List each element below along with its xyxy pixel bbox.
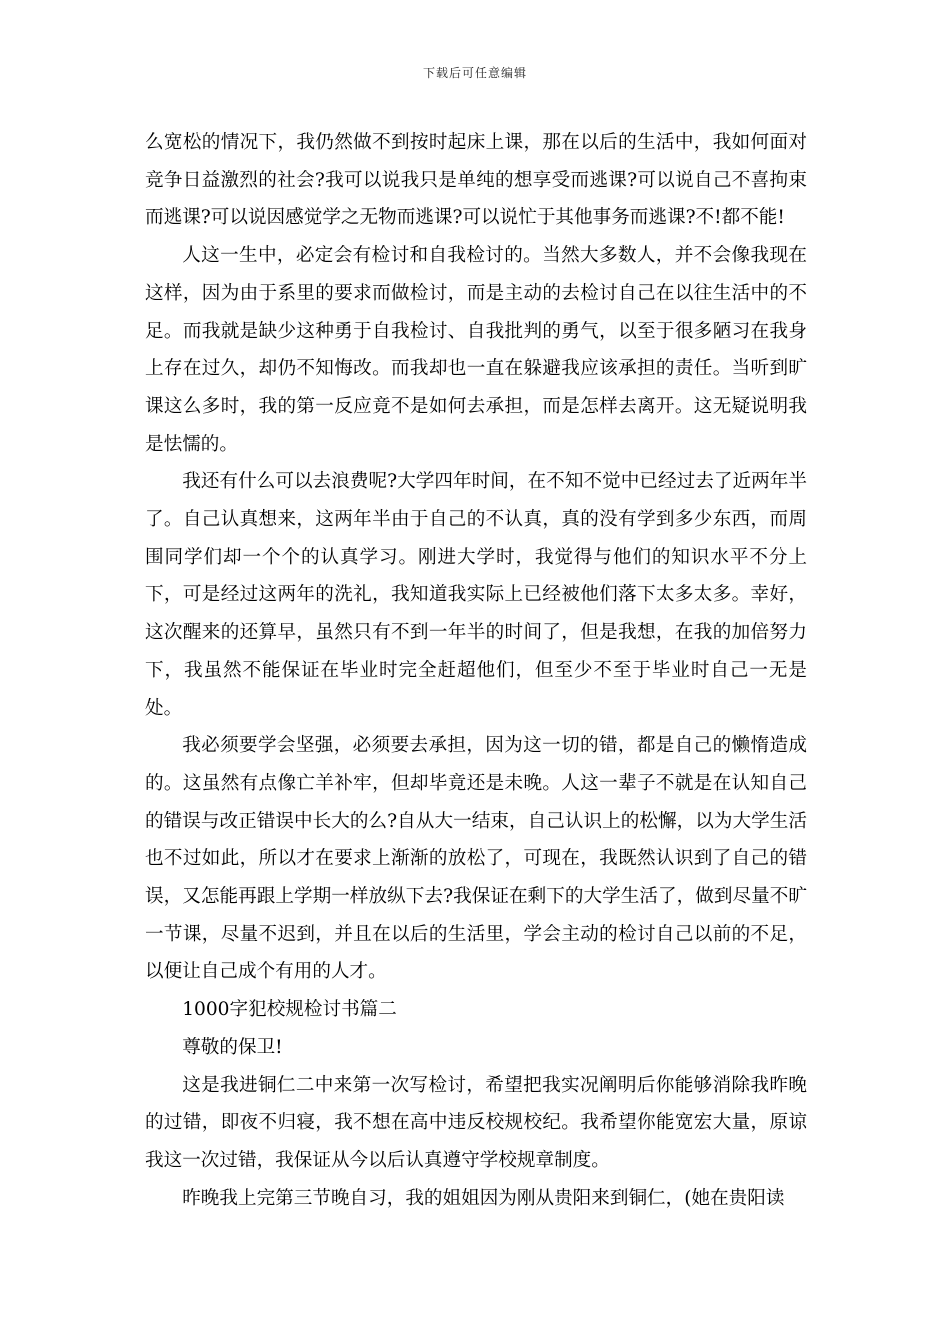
document-body: [145, 124, 807, 1217]
paragraph: 我还有什么可以去浪费呢?大学四年时间，在不知不觉中已经过去了近两年半了。自己认真想来，这两年半由于自己的不认真，真的没有学到多少东西，而周围同学们却一个个的认真学习。刚进大学时，我觉得与他们的知识水平不分上下，可是经过这两年的洗礼，我知道我实际上已经被他们落下太多太多。幸好，这次醒来的还算早，虽然只有不到一年半的时间了，但是我想，在我的加倍努力下，我虽然不能保证在毕业时完全赶超他们，但至少不至于毕业时自己一无是处。: [145, 471, 807, 719]
paragraph: 这是我进铜仁二中来第一次写检讨，希望把我实况阐明后你能够消除我昨晚的过错，即夜不归寝，我不想在高中违反校规校纪。我希望你能宽宏大量，原谅我这一次过错，我保证从今以后认真遵守学校规章制度。: [145, 1074, 807, 1171]
paragraph: 人这一生中，必定会有检讨和自我检讨的。当然大多数人，并不会像我现在这样，因为由于系里的要求而做检讨，而是主动的去检讨自己在以往生活中的不足。而我就是缺少这种勇于自我检讨、自我批判的勇气，以至于很多陋习在我身上存在过久，却仍不知悔改。而我却也一直在躲避我应该承担的责任。当听到旷课这么多时，我的第一反应竟不是如何去承担，而是怎样去离开。这无疑说明我是怯懦的。: [145, 245, 807, 455]
page-header: 下载后可任意编辑: [422, 66, 527, 80]
paragraph: 我必须要学会坚强，必须要去承担，因为这一切的错，都是自己的懒惰造成的。这虽然有点像亡羊补牢，但却毕竟还是未晚。人这一辈子不就是在认知自己的错误与改正错误中长大的么?自从大一结束，自己认识上的松懈，以为大学生活也不过如此，所以才在要求上渐渐的放松了，可现在，我既然认识到了自己的错误，又怎能再跟上学期一样放纵下去?我保证在剩下的大学生活了，做到尽量不旷一节课，尽量不迟到，并且在以后的生活里，学会主动的检讨自己以前的不足，以便让自己成个有用的人才。: [145, 735, 807, 983]
paragraph: 昨晚我上完第三节晚自习，我的姐姐因为刚从贵阳来到铜仁，(她在贵阳读: [182, 1187, 785, 1209]
section-heading: 1000字犯校规检讨书篇二: [182, 999, 397, 1021]
paragraph: 么宽松的情况下，我仍然做不到按时起床上课，那在以后的生活中，我如何面对竞争日益激烈的社会?我可以说我只是单纯的想享受而逃课?可以说自己不喜拘束而逃课?可以说因感觉学之无物而逃课?可以说忙于其他事务而逃课?不!都不能!: [145, 132, 807, 229]
salutation: 尊敬的保卫!: [182, 1036, 283, 1058]
